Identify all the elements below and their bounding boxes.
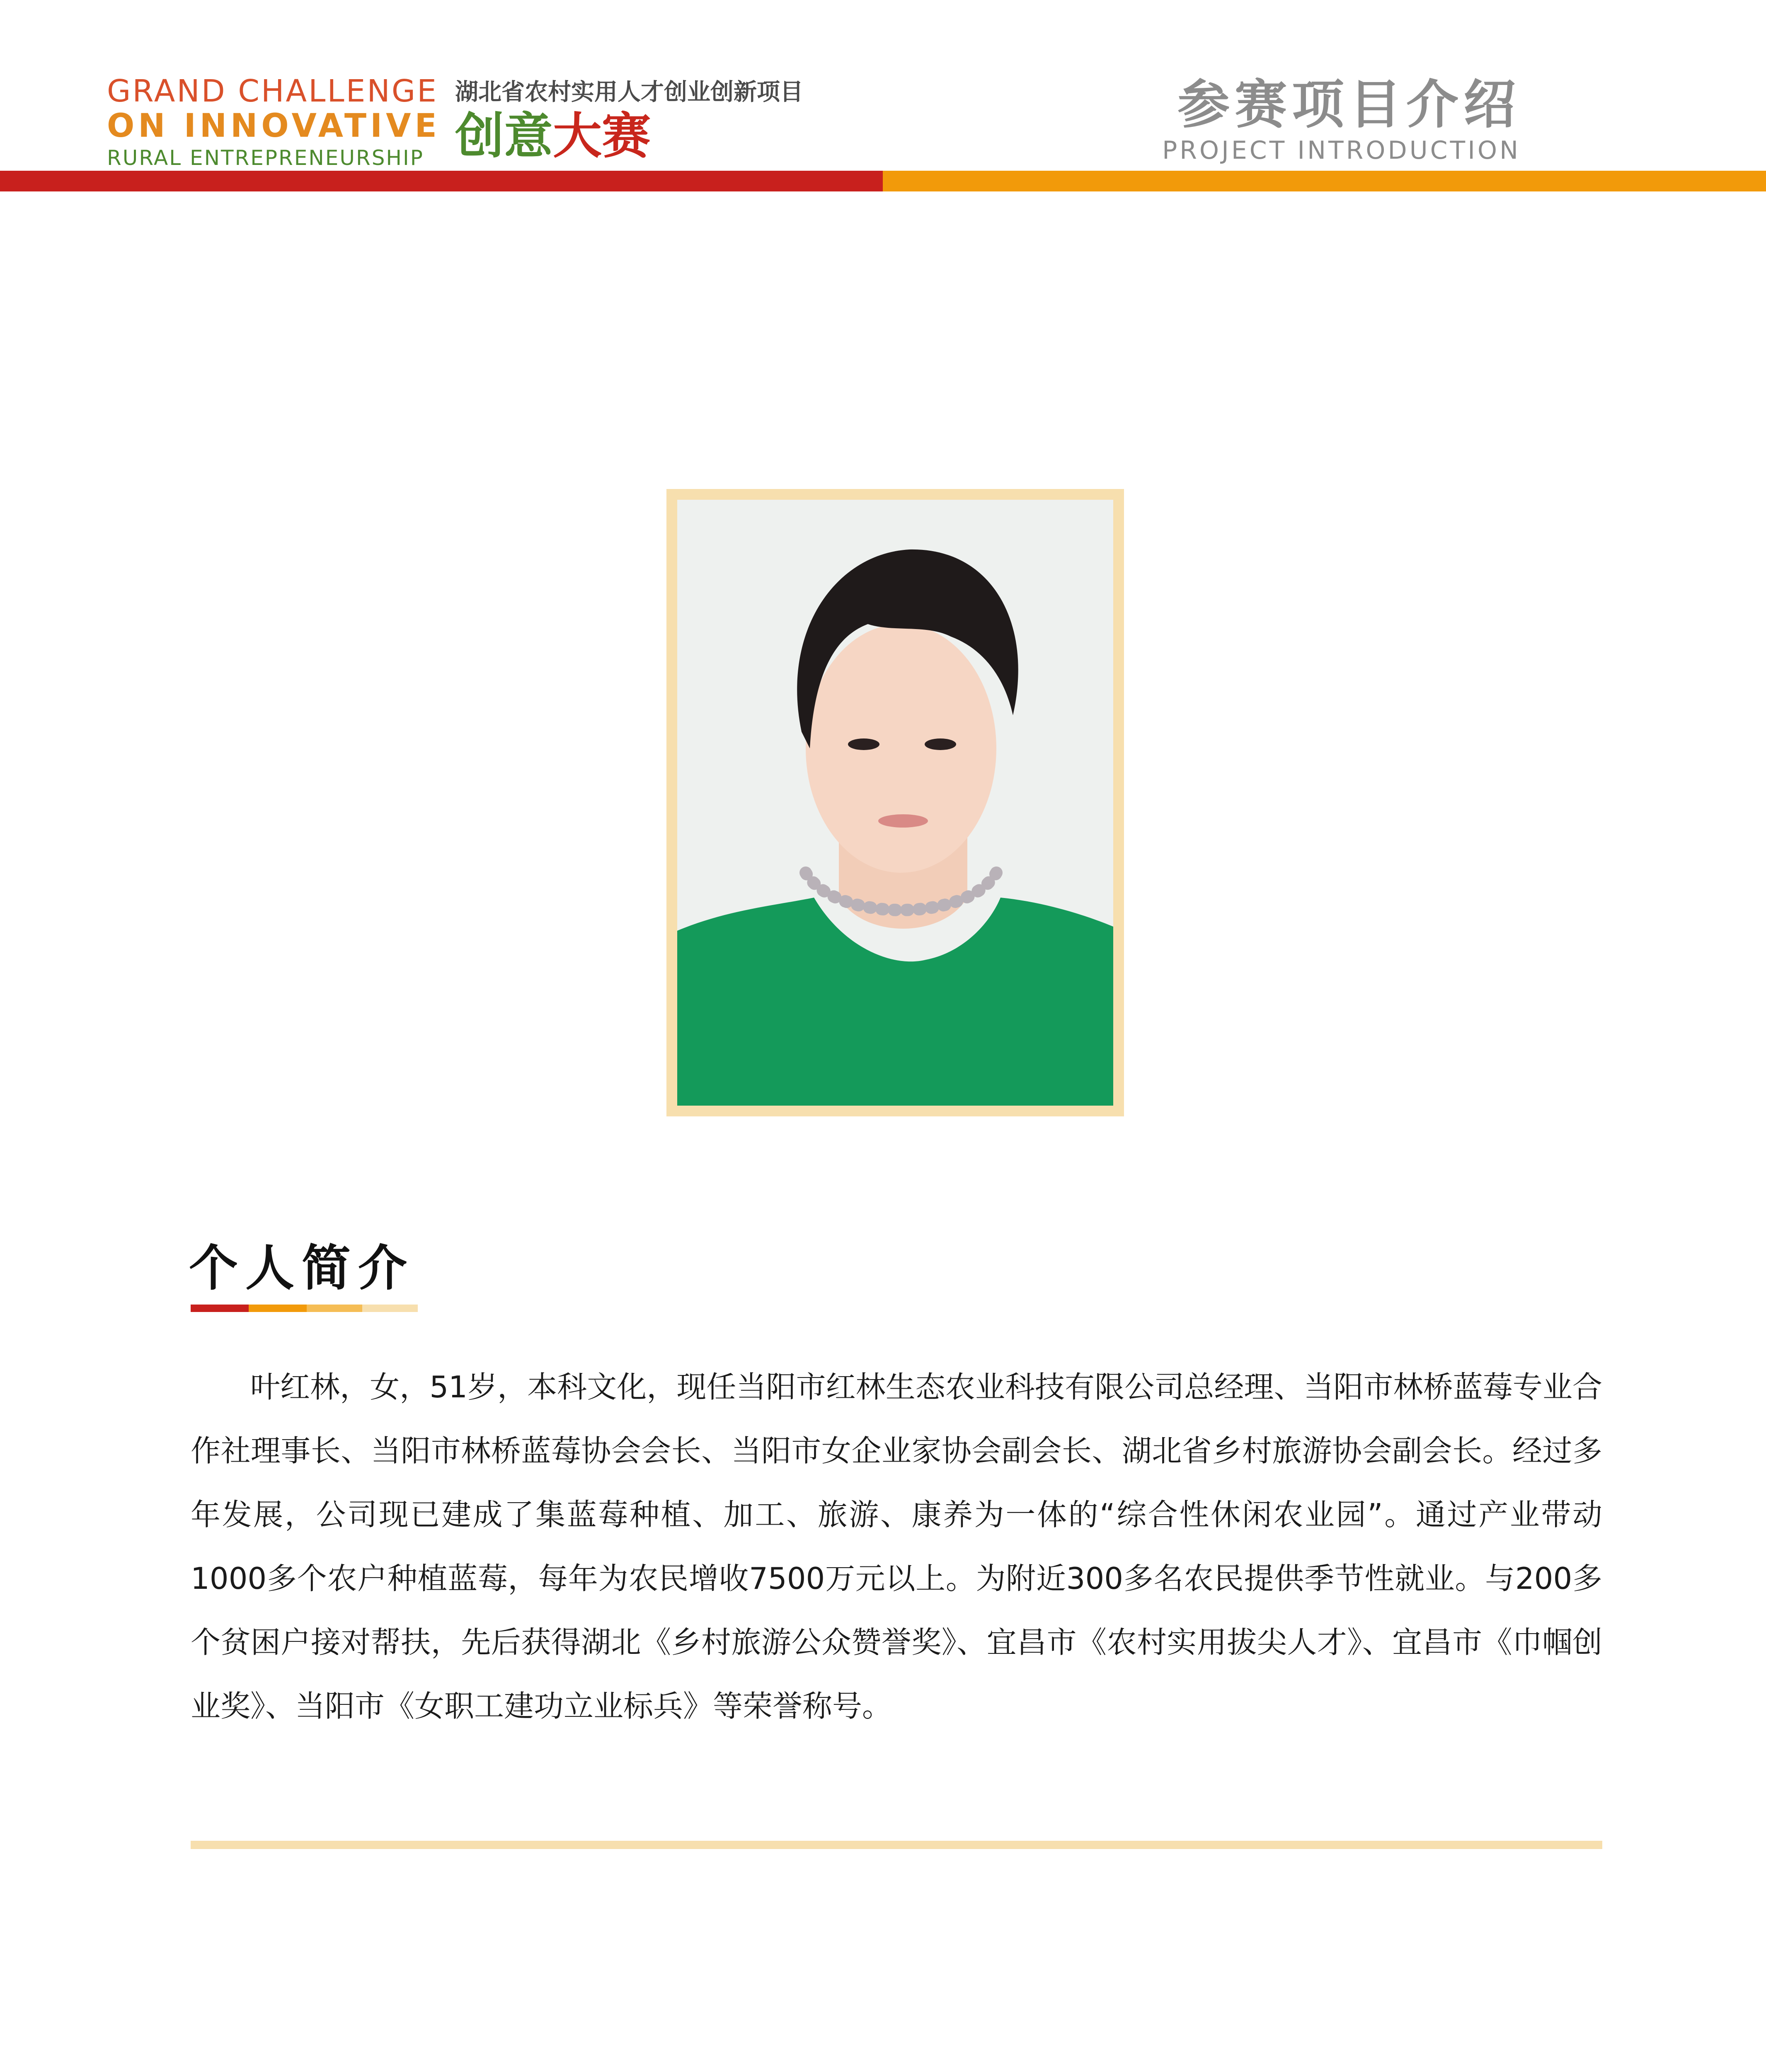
portrait-photo-icon	[677, 500, 1113, 1106]
header-title-cn: 参赛项目介绍	[1177, 74, 1521, 135]
logo-cn-title	[455, 107, 651, 165]
logo-en-line3: RURAL ENTREPRENEURSHIP	[107, 146, 424, 170]
header-bar-red	[0, 171, 883, 191]
logo-en-line1: GRAND CHALLENGE	[107, 73, 438, 109]
section-divider	[191, 1841, 1602, 1849]
header-bar-orange	[883, 171, 1766, 191]
page-header-title	[1162, 74, 1521, 165]
header-title-en: PROJECT INTRODUCTION	[1162, 136, 1521, 165]
portrait-frame	[666, 489, 1124, 1116]
section-title: 个人简介	[189, 1239, 415, 1297]
logo-cn-title-part2: 大赛	[553, 107, 651, 165]
logo-cn-title-part1: 创意	[455, 107, 553, 165]
logo-english	[107, 74, 441, 172]
logo-cn-subtitle: 湖北省农村实用人才创业创新项目	[455, 79, 803, 106]
logo-en-line2: ON INNOVATIVE	[107, 107, 441, 145]
portrait-photo	[677, 500, 1113, 1106]
biography-paragraph: 叶红林，女，51岁，本科文化，现任当阳市红林生态农业科技有限公司总经理、当阳市林桥蓝莓专业合作社理事长、当阳市林桥蓝莓协会会长、当阳市女企业家协会副会长、湖北省乡村旅游协会副会长。经过多年发展，公司现已建成了集蓝莓种植、加工、旅游、康养为一体的“综合性休闲农业园”。通过产业带动1000多个农户种植蓝莓，每年为农民增收7500万元以上。为附近300多名农民提供季节性就业。与200多个贫困户接对帮扶，先后获得湖北《乡村旅游公众赞誉奖》、宜昌市《农村实用拔尖人才》、宜昌市《巾帼创业奖》、当阳市《女职工建功立业标兵》等荣誉称号。	[191, 1370, 1602, 1723]
section-title-underline	[191, 1305, 418, 1312]
